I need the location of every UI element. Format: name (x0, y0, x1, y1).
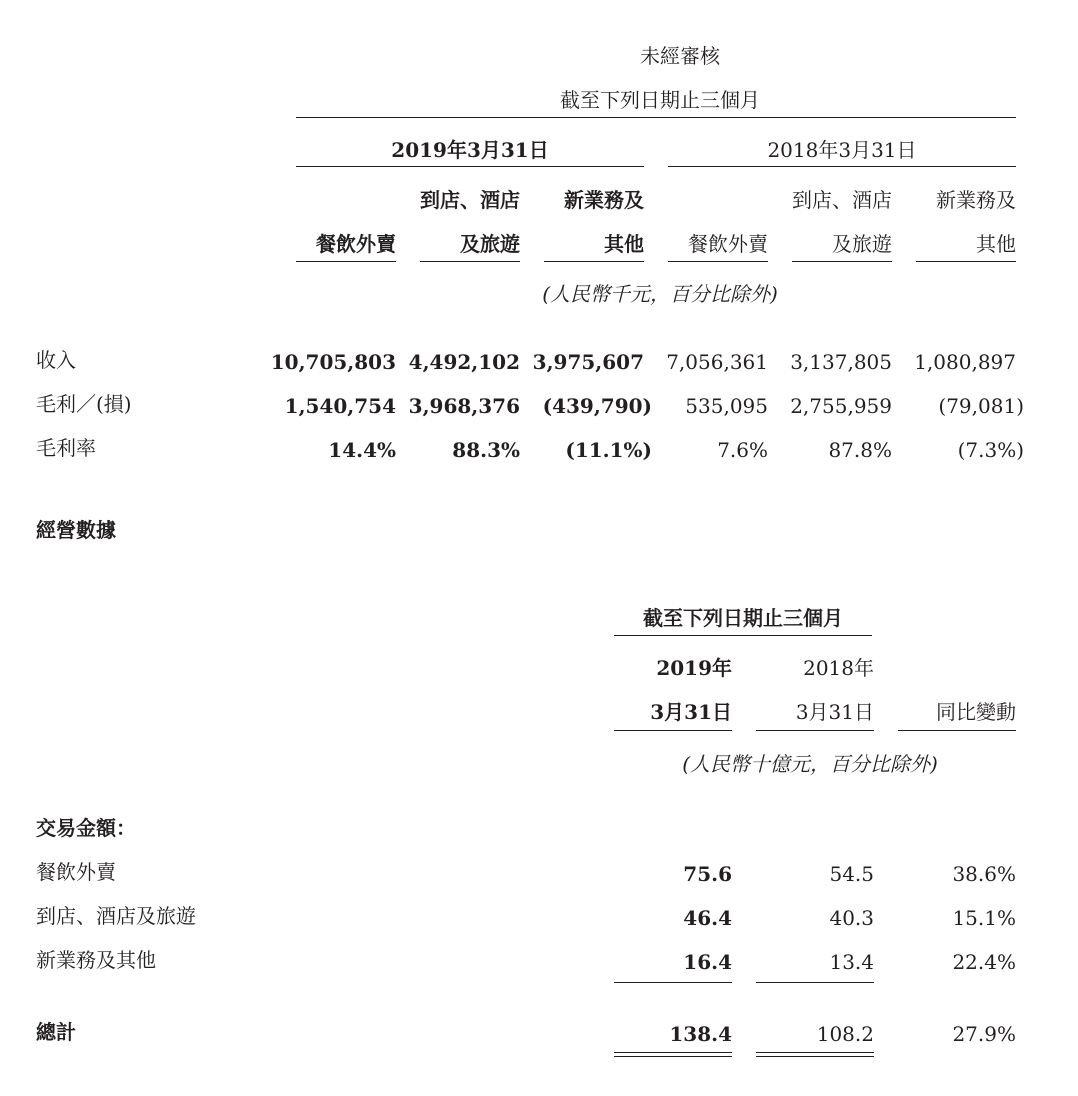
cell-value: (7.3%) (957, 438, 1024, 462)
date-2018-rule (668, 166, 1016, 167)
cell-value: (79,081) (938, 394, 1024, 418)
op-row-label: 新業務及其他 (36, 948, 156, 972)
col-2018-instore-line1: 到店、酒店 (792, 188, 892, 212)
op-period-heading: 截至下列日期止三個月 (643, 606, 843, 630)
section-title-operating-data: 經營數據 (36, 518, 116, 542)
unaudited-heading: 未經審核 (640, 44, 720, 68)
op-cell-2018: 13.4 (829, 950, 874, 974)
op-cell-change: 15.1% (952, 906, 1016, 930)
op-period-rule (614, 635, 872, 636)
total-double-rule (614, 1052, 732, 1057)
period-heading: 截至下列日期止三個月 (560, 88, 760, 112)
col-rule (296, 261, 396, 262)
unit-note: (人民幣千元，百分比除外) (542, 282, 778, 306)
date-2019-rule (296, 166, 644, 167)
col-rule (544, 261, 644, 262)
cell-value: 10,705,803 (270, 350, 396, 374)
cell-value: 3,968,376 (408, 394, 520, 418)
col-2018-new-line1: 新業務及 (936, 188, 1016, 212)
cell-value: (11.1%) (565, 438, 652, 462)
op-row-label: 到店、酒店及旅遊 (36, 904, 196, 928)
cell-value: 14.4% (328, 438, 396, 462)
total-2019: 138.4 (669, 1022, 732, 1046)
cell-value: 3,975,607 (532, 350, 644, 374)
op-col-rule (614, 730, 732, 731)
total-change: 27.9% (952, 1022, 1016, 1046)
op-yoy-change: 同比變動 (936, 700, 1016, 724)
subtotal-rule (614, 982, 732, 983)
op-date-2018: 3月31日 (795, 700, 874, 724)
total-label: 總計 (36, 1020, 76, 1044)
header-rule (296, 117, 1016, 118)
col-2018-food-delivery: 餐飲外賣 (688, 232, 768, 256)
cell-value: 3,137,805 (790, 350, 892, 374)
op-year-2018: 2018年 (803, 656, 874, 680)
col-2018-new-line2: 其他 (976, 232, 1016, 256)
op-row-label: 餐飲外賣 (36, 860, 116, 884)
op-cell-2019: 75.6 (683, 862, 732, 886)
col-2019-new-line1: 新業務及 (564, 188, 644, 212)
op-cell-2018: 40.3 (829, 906, 874, 930)
date-2018-heading: 2018年3月31日 (767, 138, 917, 162)
cell-value: 1,540,754 (284, 394, 396, 418)
gtv-label: 交易金額： (36, 816, 136, 840)
col-rule (916, 261, 1016, 262)
op-year-2019: 2019年 (656, 656, 732, 680)
col-rule (668, 261, 768, 262)
cell-value: 2,755,959 (790, 394, 892, 418)
op-cell-2019: 16.4 (683, 950, 732, 974)
op-date-2019: 3月31日 (650, 700, 732, 724)
cell-value: 87.8% (828, 438, 892, 462)
col-2019-new-line2: 其他 (604, 232, 644, 256)
cell-value: 535,095 (685, 394, 768, 418)
cell-value: 1,080,897 (914, 350, 1016, 374)
row-label-revenue: 收入 (36, 348, 76, 372)
op-cell-change: 38.6% (952, 862, 1016, 886)
col-2019-instore-line2: 及旅遊 (460, 232, 520, 256)
cell-value: 88.3% (452, 438, 520, 462)
subtotal-rule (756, 982, 874, 983)
col-2019-instore-line1: 到店、酒店 (420, 188, 520, 212)
op-col-rule (898, 730, 1016, 731)
op-cell-2019: 46.4 (683, 906, 732, 930)
col-rule (792, 261, 892, 262)
total-2018: 108.2 (816, 1022, 874, 1046)
cell-value: 7.6% (717, 438, 768, 462)
cell-value: (439,790) (542, 394, 652, 418)
op-unit-note: (人民幣十億元，百分比除外) (682, 752, 938, 776)
row-label-gross-margin: 毛利率 (36, 436, 96, 460)
col-2019-food-delivery: 餐飲外賣 (316, 232, 396, 256)
cell-value: 7,056,361 (666, 350, 768, 374)
col-rule (420, 261, 520, 262)
col-2018-instore-line2: 及旅遊 (832, 232, 892, 256)
op-cell-change: 22.4% (952, 950, 1016, 974)
date-2019-heading: 2019年3月31日 (391, 138, 549, 162)
cell-value: 4,492,102 (408, 350, 520, 374)
total-double-rule (756, 1052, 874, 1057)
op-col-rule (756, 730, 874, 731)
op-cell-2018: 54.5 (829, 862, 874, 886)
row-label-gross-profit: 毛利／(損) (36, 392, 132, 416)
